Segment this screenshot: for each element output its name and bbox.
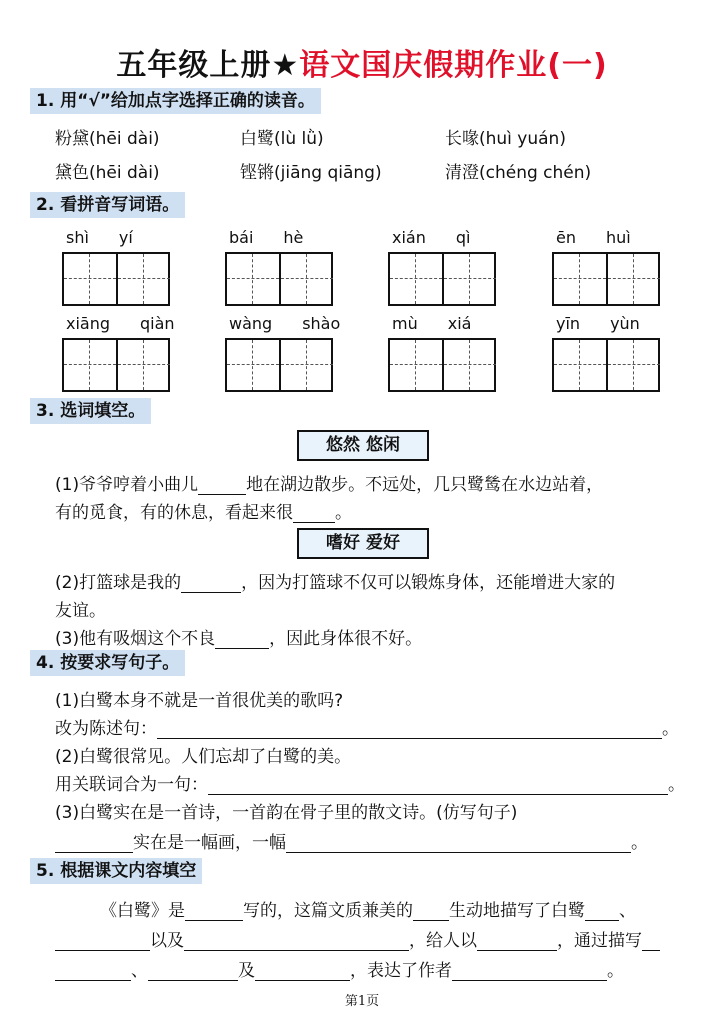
character-cell[interactable]: [118, 254, 170, 304]
answer-line[interactable]: [157, 720, 662, 739]
tianzige-grid[interactable]: [62, 252, 170, 306]
section-3-heading: 3. 选词填空。: [30, 398, 151, 424]
pinyin-label: xián qì: [392, 228, 471, 247]
blank[interactable]: [184, 932, 409, 951]
blank[interactable]: [181, 574, 241, 593]
s1-item-5: 铿锵(jiāng qiāng): [240, 163, 382, 183]
section-4-heading: 4. 按要求写句子。: [30, 650, 185, 676]
title-prefix: 五年级上册★: [116, 48, 300, 83]
blank[interactable]: [55, 834, 133, 853]
character-cell[interactable]: [444, 340, 496, 390]
pinyin-label: xiāng qiàn: [66, 314, 175, 333]
blank[interactable]: [255, 962, 350, 981]
blank[interactable]: [55, 962, 131, 981]
s3-q3: (3)他有吸烟这个不良 ，因此身体很不好。: [55, 629, 423, 649]
s1-item-3: 长喙(huì yuán): [445, 129, 566, 149]
s3-q2-line1: (2)打篮球是我的 ，因为打篮球不仅可以锻炼身体，还能增进大家的: [55, 573, 616, 593]
tianzige-grid[interactable]: [225, 338, 333, 392]
pinyin-label: ēn huì: [556, 228, 631, 247]
blank[interactable]: [215, 630, 269, 649]
s1-item-6: 清澄(chéng chén): [445, 163, 592, 183]
blank[interactable]: [585, 902, 619, 921]
character-cell[interactable]: [444, 254, 496, 304]
character-cell[interactable]: [227, 254, 281, 304]
blank[interactable]: [198, 476, 246, 495]
s4-q1-prompt: 改为陈述句： 。: [55, 719, 679, 739]
word-choice-box-1: 悠然 悠闲: [297, 430, 429, 461]
section-2-heading: 2. 看拼音写词语。: [30, 192, 185, 218]
tianzige-grid[interactable]: [552, 252, 660, 306]
pinyin-label: wàng shào: [229, 314, 341, 333]
tianzige-grid[interactable]: [225, 252, 333, 306]
tianzige-grid[interactable]: [552, 338, 660, 392]
character-cell[interactable]: [281, 340, 333, 390]
s4-q2-prompt: 用关联词合为一句： 。: [55, 775, 685, 795]
answer-line[interactable]: [208, 776, 668, 795]
character-cell[interactable]: [390, 340, 444, 390]
section-1-heading: 1. 用“√”给加点字选择正确的读音。: [30, 88, 321, 114]
blank[interactable]: [642, 932, 660, 951]
s5-line2: 以及 ，给人以 ，通过描写: [55, 926, 660, 951]
character-cell[interactable]: [64, 254, 118, 304]
pinyin-label: shì yí: [66, 228, 133, 247]
blank[interactable]: [55, 932, 150, 951]
tianzige-grid[interactable]: [62, 338, 170, 392]
blank[interactable]: [477, 932, 557, 951]
character-cell[interactable]: [281, 254, 333, 304]
s4-q3: (3)白鹭实在是一首诗，一首韵在骨子里的散文诗。(仿写句子): [55, 803, 518, 823]
blank[interactable]: [293, 504, 335, 523]
character-cell[interactable]: [227, 340, 281, 390]
character-cell[interactable]: [608, 340, 660, 390]
blank[interactable]: [185, 902, 243, 921]
s3-q1-line1: (1)爷爷哼着小曲儿 地在湖边散步。不远处，几只鹭鸶在水边站着，: [55, 475, 604, 495]
s1-item-4: 黛色(hēi dài): [55, 163, 160, 183]
page-title: [0, 40, 724, 84]
blank[interactable]: [148, 962, 238, 981]
s5-line1: 《白鹭》是 写的，这篇文质兼美的 生动地描写了白鹭 、: [100, 901, 636, 921]
pinyin-label: bái hè: [229, 228, 304, 247]
blank[interactable]: [413, 902, 449, 921]
blank[interactable]: [452, 962, 607, 981]
pinyin-label: yīn yùn: [556, 314, 640, 333]
character-cell[interactable]: [608, 254, 660, 304]
tianzige-grid[interactable]: [388, 252, 496, 306]
s1-item-1: 粉黛(hēi dài): [55, 129, 160, 149]
character-cell[interactable]: [118, 340, 170, 390]
s5-line3: 、 及 ，表达了作者 。: [55, 956, 624, 981]
answer-line[interactable]: [286, 834, 631, 853]
title-main: 语文国庆假期作业(一): [299, 48, 608, 83]
s4-q3-answer: 实在是一幅画，一幅 。: [55, 828, 648, 853]
character-cell[interactable]: [554, 340, 608, 390]
s4-q2: (2)白鹭很常见。人们忘却了白鹭的美。: [55, 747, 352, 767]
character-cell[interactable]: [390, 254, 444, 304]
character-cell[interactable]: [554, 254, 608, 304]
page-number: 第1页: [344, 994, 380, 1009]
s3-q1-line2: 有的觅食，有的休息，看起来很 。: [55, 503, 352, 523]
s3-q2-line2: 友谊。: [55, 601, 106, 621]
tianzige-grid[interactable]: [388, 338, 496, 392]
section-5-heading: 5. 根据课文内容填空: [30, 858, 202, 884]
word-choice-box-2: 嗜好 爱好: [297, 528, 429, 559]
pinyin-label: mù xiá: [392, 314, 472, 333]
character-cell[interactable]: [64, 340, 118, 390]
s1-item-2: 白鹭(lù lǜ): [240, 129, 324, 149]
s4-q1: (1)白鹭本身不就是一首很优美的歌吗?: [55, 691, 344, 711]
